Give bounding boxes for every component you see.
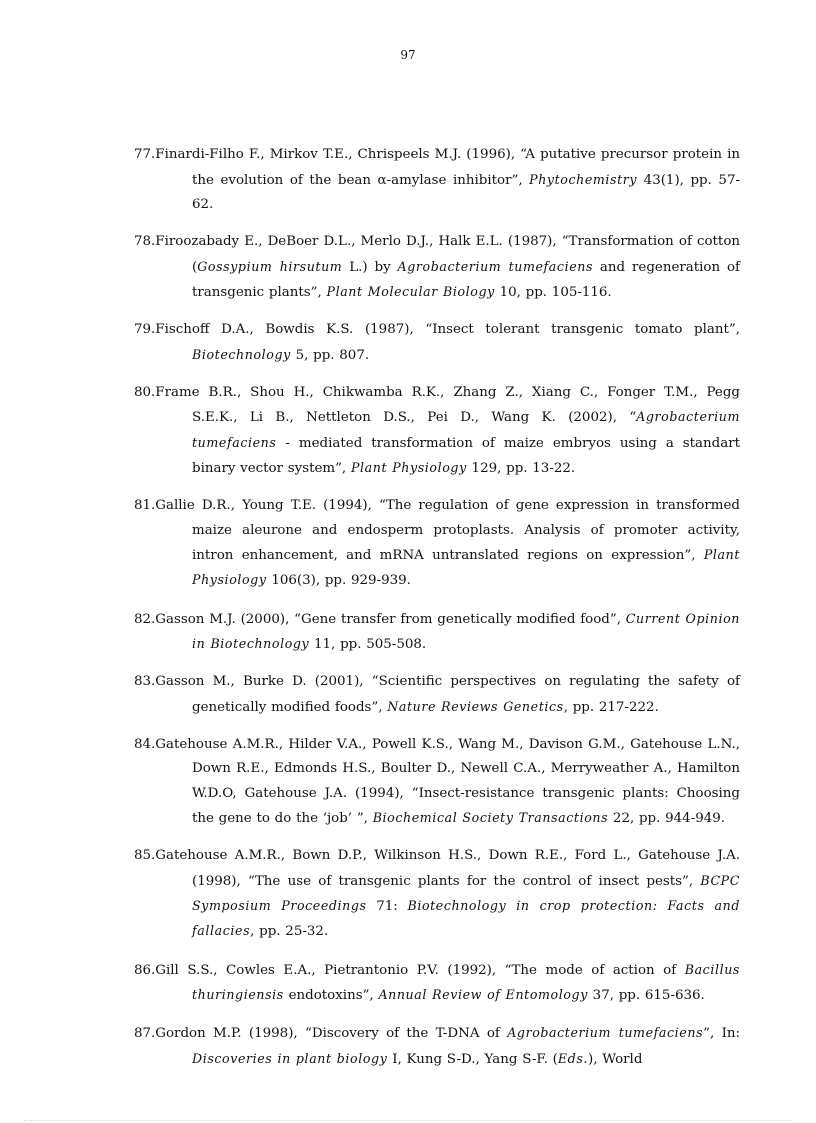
reference-text: Gill S.S., Cowles E.A., Pietrantonio P.V. (1992), “The mode of action of xyxy=(155,962,685,978)
reference-text: L.) by xyxy=(342,259,398,275)
reference-entry xyxy=(134,607,740,657)
reference-italic-text: Agrobacterium tumefaciens xyxy=(397,258,594,274)
reference-entry xyxy=(134,958,740,1008)
reference-number: 84. xyxy=(134,737,156,753)
reference-italic-text: Biotechnology xyxy=(192,346,291,362)
reference-italic-text: Biochemical Society Transactions xyxy=(372,809,609,825)
reference-italic-text: BCPC Symposium Proceedings xyxy=(192,872,740,913)
reference-text: 10, pp. 105-116. xyxy=(494,284,612,300)
page-number: 97 xyxy=(400,48,416,62)
reference-italic-text: Plant Physiology xyxy=(350,459,467,475)
reference-text: Frame B.R., Shou H., Chikwamba R.K., Zhang Z., Xiang C., Fonger T.M., Pegg S.E.K., Li B., Nettleton D.S., Pei D., Wang K. (2002), “ xyxy=(155,385,740,426)
reference-italic-text: Phytochemistry xyxy=(529,171,638,187)
reference-italic-text: Discoveries in plant biology xyxy=(192,1050,388,1066)
reference-text: Gordon M.P. (1998), “Discovery of the T-DNA of xyxy=(155,1026,508,1042)
reference-text: Gatehouse A.M.R., Hilder V.A., Powell K.S., Wang M., Davison G.M., Gatehouse L.N., Down R.E., Edmonds H.S., Boulter D., Newell C.A., Merryweather A., Hamilton W.D.O, Gatehouse J.A. (1994), “Insect-resistance transgenic plants: Choosing the gene to do the ‘job’ ”, xyxy=(155,737,740,826)
reference-text: 43(1), pp. 57-62. xyxy=(192,172,740,212)
reference-entry xyxy=(134,670,740,719)
reference-text: I, Kung S-D., Yang S-F. ( xyxy=(387,1051,558,1067)
reference-text: Gasson M., Burke D. (2001), “Scientific perspectives on regulating the safety of genetically modified foods”, xyxy=(155,674,740,715)
reference-entry xyxy=(134,318,740,367)
reference-text: , pp. 25-32. xyxy=(250,924,329,939)
reference-text: 129, pp. 13-22. xyxy=(466,460,576,476)
reference-number: 86. xyxy=(134,962,156,978)
reference-italic-text: Eds. xyxy=(557,1050,588,1066)
reference-number: 78. xyxy=(134,234,156,250)
reference-number: 81. xyxy=(134,498,156,514)
reference-list xyxy=(134,130,740,1077)
reference-text: - mediated transformation of maize embryos using a standart binary vector system”, xyxy=(192,435,740,476)
reference-text: endotoxins”, xyxy=(283,987,379,1003)
reference-text: 22, pp. 944-949. xyxy=(608,810,726,826)
reference-text: Gallie D.R., Young T.E. (1994), “The regulation of gene expression in transformed maize aleurone and endosperm protoplasts. Analysis of promoter activity, intron enhancement, and mRNA untranslated regions on expression”, xyxy=(155,498,740,563)
reference-italic-text: Nature Reviews Genetics xyxy=(387,698,564,714)
reference-text: Finardi-Filho F., Mirkov T.E., Chrispeels M.J. (1996), “A putative precursor protein in the evolution of the bean α-amylase inhibitor”, xyxy=(155,147,740,188)
reference-italic-text: Gossypium hirsutum xyxy=(197,258,343,274)
reference-number: 80. xyxy=(134,385,156,401)
reference-italic-text: Agrobacterium tumefaciens xyxy=(192,409,740,450)
reference-number: 85. xyxy=(134,848,156,864)
reference-text: , pp. 217-222. xyxy=(563,699,659,715)
reference-text: ), World xyxy=(588,1051,643,1067)
reference-number: 79. xyxy=(134,322,156,338)
reference-italic-text: Current Opinion in Biotechnology xyxy=(192,610,740,651)
reference-italic-text: Biotechnology in crop protection: Facts and fallacies xyxy=(192,897,740,938)
reference-italic-text: Annual Review of Entomology xyxy=(378,986,588,1002)
reference-entry xyxy=(134,844,740,944)
reference-text: 106(3), pp. 929-939. xyxy=(266,573,411,588)
reference-number: 87. xyxy=(134,1026,156,1042)
reference-italic-text: Plant Physiology xyxy=(192,546,740,587)
reference-italic-text: Plant Molecular Biology xyxy=(326,283,495,299)
reference-text: 11, pp. 505-508. xyxy=(309,636,427,652)
reference-text: Gatehouse A.M.R., Bown D.P., Wilkinson H.S., Down R.E., Ford L., Gatehouse J.A. (1998), “The use of transgenic plants for the control of insect pests”, xyxy=(155,848,740,889)
reference-entry xyxy=(134,143,740,217)
reference-text: Fischoff D.A., Bowdis K.S. (1987), “Insect tolerant transgenic tomato plant”, xyxy=(155,322,740,338)
reference-text: 37, pp. 615-636. xyxy=(587,987,705,1003)
reference-number: 83. xyxy=(134,674,156,690)
reference-number: 77. xyxy=(134,147,156,163)
reference-text: 71: xyxy=(366,898,408,914)
reference-entry xyxy=(134,381,740,481)
page-bottom-border xyxy=(24,1120,792,1121)
reference-entry xyxy=(134,494,740,593)
reference-entry xyxy=(134,230,740,305)
reference-italic-text: Agrobacterium tumefaciens xyxy=(507,1025,704,1041)
reference-text: ”, In: xyxy=(703,1026,740,1042)
reference-text: and regeneration of transgenic plants”, xyxy=(192,259,741,300)
reference-text: Firoozabady E., DeBoer D.L., Merlo D.J., Halk E.L. (1987), “Transformation of cotton ( xyxy=(155,234,740,275)
reference-text: Gasson M.J. (2000), “Gene transfer from genetically modified food”, xyxy=(155,611,626,627)
reference-text: 5, pp. 807. xyxy=(290,347,370,363)
reference-entry xyxy=(134,733,740,831)
reference-number: 82. xyxy=(134,611,156,627)
reference-entry xyxy=(134,1021,740,1071)
reference-italic-text: Bacillus thuringiensis xyxy=(192,961,740,1002)
